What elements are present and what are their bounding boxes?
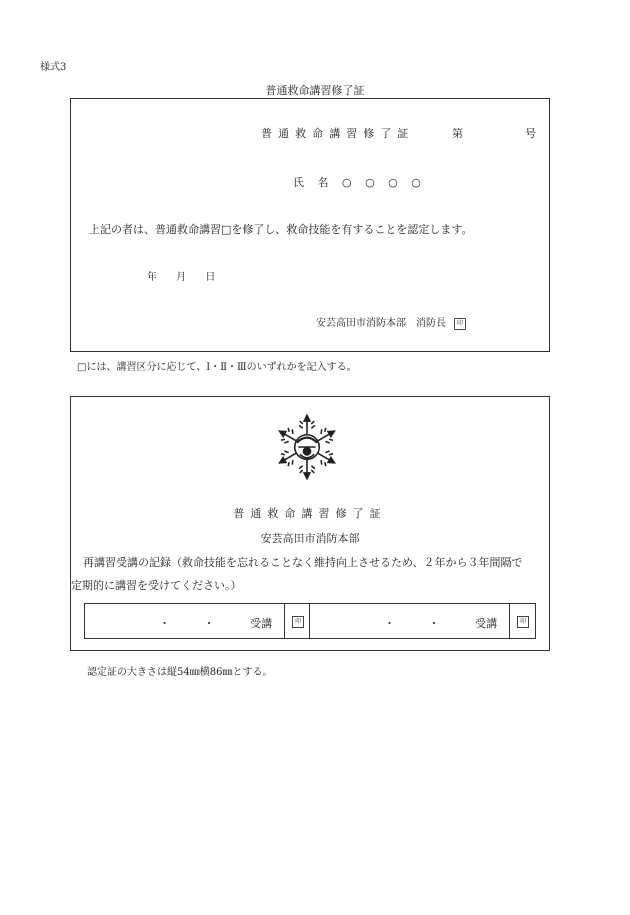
card-size-note: 認定証の大きさは縦54㎜横86㎜とする。 [87,667,273,678]
record-seal-cell [510,604,535,638]
certificate-number-prefix: 第 [452,127,463,140]
page-title: 普通救命講習修了証 [265,84,365,97]
certificate-body-text: 上記の者は、普通救命講習□を修了し、救命技能を有することを認定します。 [89,223,473,236]
record-entry [85,604,285,638]
certificate-date-line: 年 月 日 [147,272,216,283]
record-instruction-line2: 定期的に講習を受けてください。） [71,579,242,592]
wallet-card-panel [70,396,550,651]
seal-mark: 印 [292,616,304,628]
certificate-number-suffix: 号 [525,127,536,140]
certificate-panel [70,98,550,352]
seal-mark: 印 [454,318,466,330]
record-entry [310,604,510,638]
retraining-record-table [84,603,536,639]
certificate-name-line: 氏 名 ○ ○ ○ ○ [293,176,421,189]
course-note: □には、講習区分に応じて、Ⅰ・Ⅱ・Ⅲのいずれかを記入する。 [77,362,357,373]
record-label: 受講 [475,617,498,630]
record-instruction-line1: 再講習受講の記録（救命技能を忘れることなく維持向上させるため、２年から３年間隔で [83,556,523,569]
card-title: 普通救命講習修了証 [233,507,387,520]
record-date: ・ ・ [384,617,440,630]
form-label: 様式3 [40,62,67,73]
certificate-issuer-line [316,314,466,330]
seal-mark: 印 [517,616,529,628]
record-seal-cell [285,604,310,638]
certificate-issuer: 安芸高田市消防本部 消防長 [316,318,446,329]
card-issuer: 安芸高田市消防本部 [260,532,360,545]
record-label: 受講 [250,617,273,630]
city-emblem-icon [271,411,343,483]
record-date: ・ ・ [159,617,215,630]
certificate-title: 普通救命講習修了証 [261,127,415,140]
